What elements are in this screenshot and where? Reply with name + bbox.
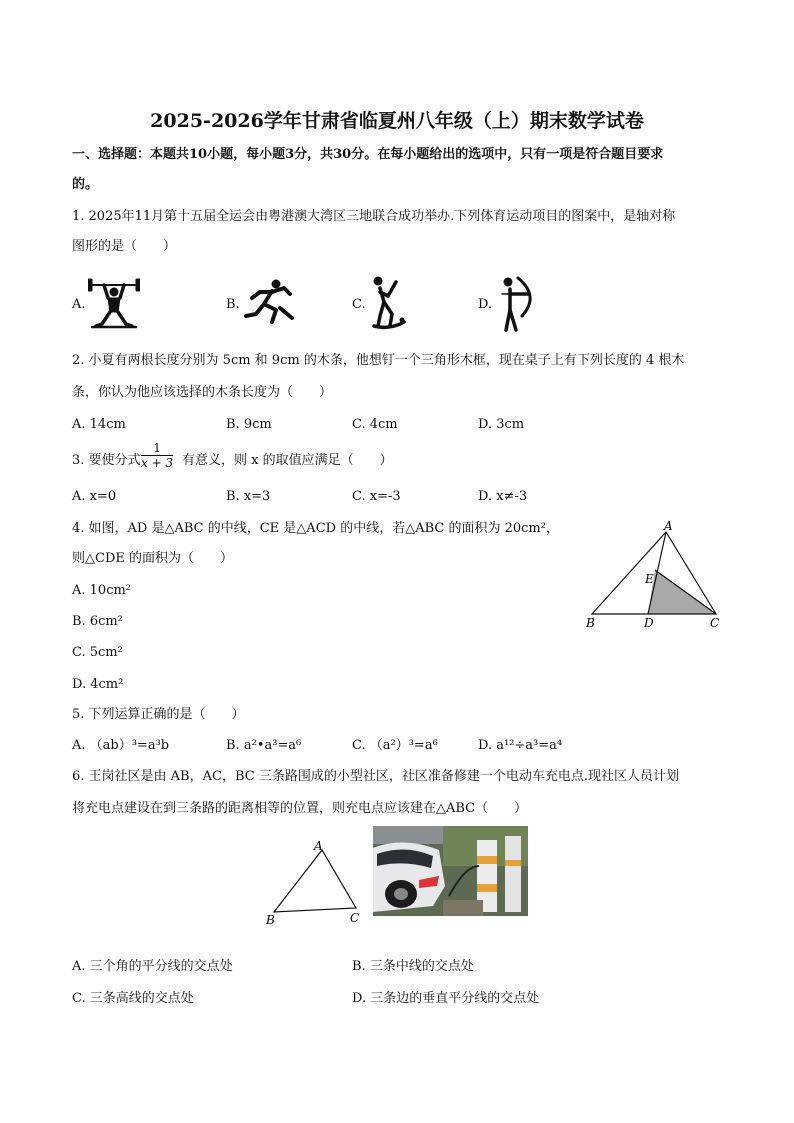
q4-option-a: A. 10cm² [72, 583, 132, 598]
q4-option-c: C. 5cm² [72, 645, 123, 660]
label-a: A [314, 839, 323, 853]
q6-option-d: D. 三条边的垂直平分线的交点处 [352, 991, 540, 1006]
q2-option-d: D. 3cm [478, 417, 525, 432]
golf-icon [366, 274, 410, 330]
archery-icon [494, 274, 540, 332]
label-b: B [586, 616, 595, 630]
q3-stem-prefix: 3. 要使分式 [72, 453, 141, 468]
weightlifting-icon [88, 276, 140, 330]
q4-option-d: D. 4cm² [72, 677, 124, 692]
q5-option-c: C. （a²）³=a⁶ [352, 738, 438, 753]
q4-stem-line1: 4. 如图，AD 是△ABC 的中线，CE 是△ACD 的中线，若△ABC 的面积为 20cm²， [72, 521, 559, 536]
q5-option-a: A. （ab）³=a³b [72, 738, 170, 753]
running-icon [242, 278, 298, 326]
q6-option-c: C. 三条高线的交点处 [72, 991, 194, 1006]
q2-stem-line2: 条，你认为他应该选择的木条长度为（ ） [72, 385, 333, 400]
q5-option-b: B. a²•a³=a⁶ [226, 738, 302, 753]
q1-stem-line1: 1. 2025年11月第十五届全运会由粤港澳大湾区三地联合成功举办.下列体育运动项目的图案中，是轴对称 [72, 209, 676, 224]
q2-stem-line1: 2. 小夏有两根长度分别为 5cm 和 9cm 的木条，他想钉一个三角形木框，现在桌子上有下列长度的 4 根木 [72, 353, 685, 368]
q3-fraction [141, 441, 173, 470]
q1-stem-line2: 图形的是（ ） [72, 239, 177, 254]
section-instruction-line2: 的。 [72, 177, 99, 192]
q2-option-a: A. 14cm [72, 417, 126, 432]
q6-option-a: A. 三个角的平分线的交点处 [72, 959, 233, 974]
section-instruction-line1: 一、选择题：本题共10小题，每小题3分，共30分。在每小题给出的选项中，只有一项是符合题目要求 [72, 147, 664, 162]
q6-stem-line2: 将充电点建设在到三条路的距离相等的位置，则充电点应该建在△ABC（ ） [72, 801, 528, 816]
q2-option-b: B. 9cm [226, 417, 272, 432]
q1-option-c-label: C. [352, 297, 366, 312]
q6-triangle-figure [262, 836, 368, 928]
q4-triangle-figure [582, 518, 728, 632]
q3-fraction-numerator: 1 [141, 441, 173, 456]
q6-option-b: B. 三条中线的交点处 [352, 959, 474, 974]
shaded-triangle-cde [648, 570, 716, 614]
q2-option-c: C. 4cm [352, 417, 398, 432]
label-e: E [645, 572, 654, 586]
q1-option-d-label: D. [478, 297, 493, 312]
label-a: A [664, 519, 673, 533]
page-title: 2025-2026学年甘肃省临夏州八年级（上）期末数学试卷 [150, 110, 644, 132]
q4-option-b: B. 6cm² [72, 614, 123, 629]
q5-option-d: D. a¹²÷a³=a⁴ [478, 738, 563, 753]
q3-option-a: A. x=0 [72, 489, 117, 504]
charging-station-photo [373, 826, 528, 916]
q6-stem-line1: 6. 王岗社区是由 AB，AC，BC 三条路围成的小型社区，社区准备修建一个电动车充电点.现社区人员计划 [72, 769, 679, 784]
q3-option-c: C. x=-3 [352, 489, 401, 504]
label-b: B [266, 913, 275, 927]
q5-stem: 5. 下列运算正确的是（ ） [72, 707, 245, 722]
q3-option-d: D. x≠-3 [478, 489, 528, 504]
q3-fraction-denominator: x + 3 [141, 456, 174, 470]
label-c: C [710, 616, 720, 630]
label-d: D [644, 616, 654, 630]
q3-option-b: B. x=3 [226, 489, 271, 504]
q4-stem-line2: 则△CDE 的面积为（ ） [72, 551, 233, 566]
q1-option-a-label: A. [72, 297, 86, 312]
q3-stem-suffix: 有意义，则 x 的取值应满足（ ） [182, 453, 393, 468]
q1-option-b-label: B. [226, 297, 240, 312]
label-c: C [350, 911, 360, 925]
triangle-abc [274, 850, 356, 912]
